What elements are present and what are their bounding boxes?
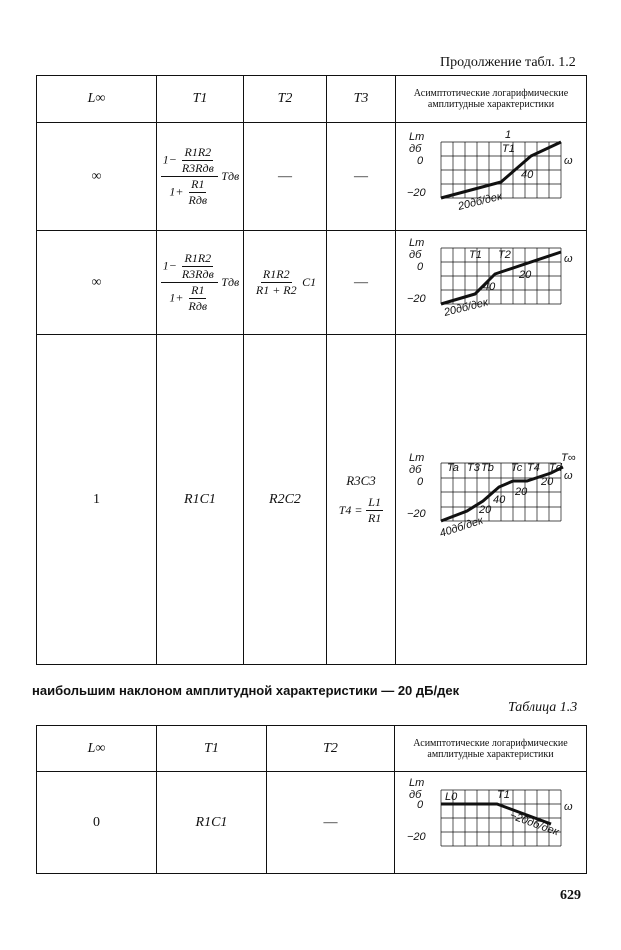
cell-l-value: 1	[37, 335, 157, 665]
svg-text:Lm: Lm	[409, 237, 425, 249]
svg-text:20дб/дек: 20дб/дек	[442, 296, 490, 319]
svg-text:L0: L0	[444, 791, 457, 803]
svg-text:T∞: T∞	[561, 452, 576, 464]
svg-text:Tb: Tb	[481, 462, 494, 474]
svg-text:T1: T1	[496, 789, 510, 801]
svg-text:−20дб/дек: −20дб/дек	[507, 809, 560, 839]
svg-text:ω: ω	[564, 253, 573, 265]
table-row	[37, 772, 587, 874]
table-row	[37, 123, 587, 231]
svg-text:T3: T3	[467, 462, 480, 474]
cell-t2: —	[267, 772, 395, 874]
svg-text:0: 0	[417, 261, 424, 273]
svg-text:−20: −20	[407, 293, 426, 305]
svg-text:Tc: Tc	[511, 462, 523, 474]
cell-plot	[395, 772, 587, 874]
svg-text:0: 0	[416, 799, 423, 811]
svg-text:40: 40	[483, 281, 496, 293]
header-l-inf: L∞	[37, 726, 157, 772]
svg-text:40дб/дек: 40дб/дек	[438, 514, 485, 540]
svg-text:ω: ω	[564, 470, 573, 482]
page-number: 629	[560, 888, 581, 903]
cell-t2: —	[244, 123, 327, 231]
svg-text:дб: дб	[409, 143, 422, 155]
table-1-3-caption: Таблица 1.3	[508, 700, 578, 715]
svg-text:0: 0	[417, 155, 424, 167]
svg-text:20дб/дек: 20дб/дек	[456, 190, 504, 213]
svg-text:дб: дб	[408, 789, 421, 801]
svg-text:−20: −20	[406, 831, 426, 843]
continuation-caption: Продолжение табл. 1.2	[440, 55, 576, 70]
header-lamh: Асимптотические логарифмические амплитудные характеристики	[396, 76, 587, 123]
header-l-inf: L∞	[37, 76, 157, 123]
cell-t2-formula: $\frac{R1R2}{R1 + R2}$ C1	[244, 231, 327, 335]
cell-t1: R1C1	[157, 335, 244, 665]
svg-text:0: 0	[417, 476, 424, 488]
svg-text:−20: −20	[407, 508, 426, 520]
svg-text:Td: Td	[549, 462, 562, 474]
table-1-2	[36, 75, 587, 665]
cell-t2: R2C2	[244, 335, 327, 665]
svg-text:40: 40	[521, 169, 534, 181]
table-1-3	[36, 725, 587, 874]
svg-text:T1: T1	[502, 143, 515, 155]
svg-text:T1: T1	[469, 249, 482, 261]
table-row	[37, 231, 587, 335]
bode-plot-1	[401, 126, 581, 222]
cell-l-inf: ∞	[37, 231, 157, 335]
cell-t3: —	[327, 123, 396, 231]
cell-t1-formula: 1− $\frac{R1R2}{\text{R3Rдв}}$ 1+ $\frac{R1}{\text{Rдв}}$ Tдв	[157, 231, 244, 335]
svg-text:T2: T2	[498, 249, 511, 261]
table-row	[37, 335, 587, 665]
cell-t1: R1C1	[157, 772, 267, 874]
cell-plot	[396, 123, 587, 231]
svg-text:20: 20	[479, 504, 492, 516]
header-t3: T3	[327, 76, 396, 123]
t1-compound-fraction: 1− $\frac{R1R2}{\text{R3Rдв}}$ 1+ $\frac{R1}{\text{Rдв}}$	[161, 251, 218, 314]
cell-plot	[396, 231, 587, 335]
svg-text:−20: −20	[407, 187, 426, 199]
svg-text:ω: ω	[564, 155, 573, 167]
svg-text:20: 20	[515, 486, 528, 498]
note-line: наибольшим наклоном амплитудной характеристики — 20 дБ/дек	[32, 683, 460, 698]
bode-plot-2	[401, 232, 581, 328]
svg-text:T4: T4	[527, 462, 540, 474]
header-t1: T1	[157, 726, 267, 772]
svg-text:Lm: Lm	[409, 131, 425, 143]
table-header-row	[37, 76, 587, 123]
header-lamh: Асимптотические логарифмические амплитудные характеристики	[395, 726, 587, 772]
t1-compound-fraction: 1− $\frac{R1R2}{\text{R3Rдв}}$ 1+ $\frac{R1}{\text{Rдв}}$	[161, 145, 218, 208]
svg-text:Lm: Lm	[408, 777, 424, 789]
bode-plot-4	[401, 774, 581, 866]
svg-text:1: 1	[505, 129, 512, 141]
table-header-row	[37, 726, 587, 772]
header-t2: T2	[267, 726, 395, 772]
svg-text:ω: ω	[563, 801, 573, 813]
svg-text:20: 20	[519, 269, 532, 281]
cell-l-value: 0	[37, 772, 157, 874]
svg-text:Lm: Lm	[409, 452, 425, 464]
svg-text:40: 40	[493, 494, 506, 506]
header-t2: T2	[244, 76, 327, 123]
header-t1: T1	[157, 76, 244, 123]
bode-plot-3	[401, 447, 581, 547]
cell-t3-formula: R3C3 T4 = $\frac{L1}{R1}$	[327, 335, 396, 665]
svg-text:20: 20	[541, 476, 554, 488]
svg-text:Ta: Ta	[447, 462, 459, 474]
cell-plot	[396, 335, 587, 665]
svg-text:дб: дб	[409, 464, 422, 476]
cell-t1-formula: 1− $\frac{R1R2}{\text{R3Rдв}}$ 1+ $\frac{R1}{\text{Rдв}}$ Tдв	[157, 123, 244, 231]
cell-t3: —	[327, 231, 396, 335]
svg-text:дб: дб	[409, 249, 422, 261]
cell-l-inf: ∞	[37, 123, 157, 231]
